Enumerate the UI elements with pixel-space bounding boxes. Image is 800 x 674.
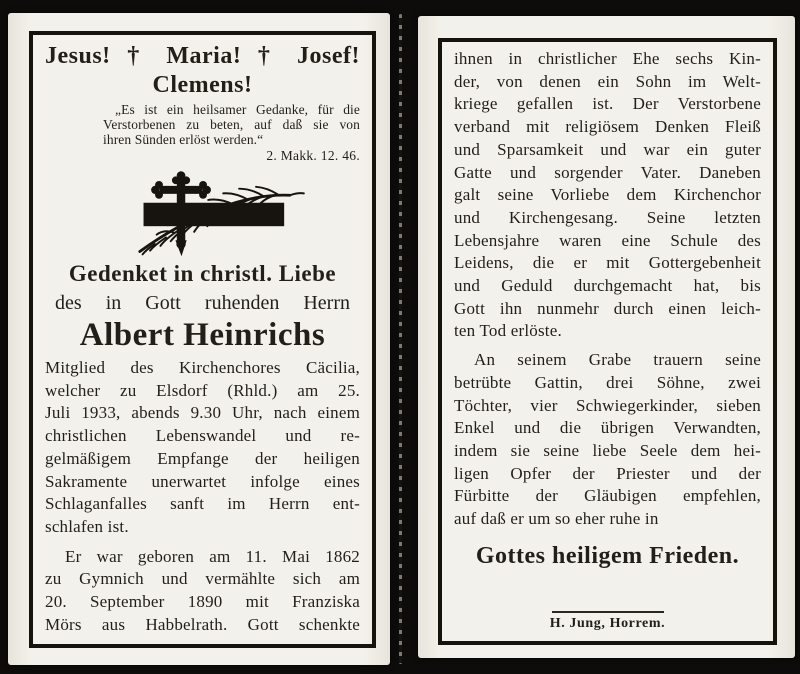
dedication-line-1: Gedenket in christl. Liebe bbox=[68, 261, 337, 286]
text-line: An seinem Grabe trauern seine bbox=[474, 350, 761, 370]
text-line: Er war geboren am 11. Mai 1862 bbox=[65, 546, 360, 566]
text-line: Mitglied des Kirchenchores Cäcilia, bbox=[45, 358, 360, 377]
invocation-line: Jesus! † Maria! † Josef! bbox=[45, 43, 360, 69]
text-line: der, von denen ein Sohn im Welt- bbox=[454, 71, 761, 91]
text-line: Schlaganfalles sanft im Herrn ent- bbox=[45, 494, 360, 514]
printer-name: H. Jung, Horrem. bbox=[549, 616, 666, 631]
right-paragraph-2 bbox=[454, 349, 761, 531]
invocation-line-2: Clemens! bbox=[152, 72, 253, 98]
text-line: Verstorbenen zu beten, auf daß sie von bbox=[103, 117, 360, 132]
text-line: 20. September 1890 mit Franziska bbox=[45, 592, 360, 612]
text-line: betrübte Gattin, drei Söhne, zwei bbox=[454, 372, 761, 392]
text-line: gelmäßigem Empfange der heiligen bbox=[45, 448, 360, 468]
text-line: christlichen Lebenswandel und re- bbox=[45, 426, 360, 446]
left-paragraph-2 bbox=[45, 546, 360, 637]
text-line: „Es ist ein heilsamer Gedanke, für die bbox=[115, 102, 360, 117]
text-line: Enkel und die übrigen Verwandten, bbox=[454, 418, 761, 438]
printer-credit bbox=[442, 611, 773, 632]
text-line: ligen Opfer der Priester und der bbox=[454, 463, 761, 483]
text-line: ten Tod erlöste. bbox=[454, 321, 562, 341]
text-line: Gott ihn nunmehr durch einen leich- bbox=[454, 298, 761, 318]
scripture-quote bbox=[103, 102, 360, 164]
right-page bbox=[418, 16, 795, 658]
closing-line: Gottes heiligem Frieden. bbox=[475, 542, 740, 569]
dedication-line-2: des in Gott ruhenden Herrn bbox=[55, 292, 350, 314]
text-line: Leidens, die er mit Gottergebenheit bbox=[454, 253, 761, 273]
text-line: und Geduld durchgemacht hat, bis bbox=[454, 276, 761, 296]
text-line: schlafen ist. bbox=[45, 516, 129, 536]
text-line: verband mit religiösem Denken Fleiß bbox=[454, 117, 761, 137]
cross-and-palm-icon bbox=[131, 169, 307, 259]
text-line: und Kirchengesang. Seine letzten bbox=[454, 207, 761, 227]
text-line: indem sie seine liebe Seele dem hei- bbox=[454, 440, 761, 460]
text-line: welcher zu Elsdorf (Rhld.) am 25. bbox=[45, 380, 360, 400]
text-line: Gatte und sorgender Vater. Daneben bbox=[454, 162, 761, 182]
text-line: Lebensjahre waren eine Schule des bbox=[454, 230, 761, 250]
text-line: Juli 1933, abends 9.30 Uhr, nach einem bbox=[45, 403, 360, 423]
text-line: ihnen in christlicher Ehe sechs Kin- bbox=[454, 49, 761, 68]
scripture-citation: 2. Makk. 12. 46. bbox=[266, 148, 360, 163]
left-page bbox=[8, 13, 390, 665]
text-line: Sakramente unerwartet infolge eines bbox=[45, 471, 360, 491]
right-page-frame bbox=[438, 38, 777, 645]
left-paragraph-1 bbox=[45, 357, 360, 539]
page-fold-crease bbox=[399, 14, 402, 664]
text-line: Mörs aus Habbelrath. Gott schenkte bbox=[45, 614, 360, 634]
text-line: Töchter, vier Schwiegerkinder, sieben bbox=[454, 395, 761, 415]
text-line: Fürbitte der Gläubigen empfehlen, bbox=[454, 486, 761, 506]
text-line: kriege gefallen ist. Der Verstorbene bbox=[454, 94, 761, 114]
text-line: zu Gymnich und vermählte sich am bbox=[45, 569, 360, 589]
text-line: auf daß er um so eher ruhe in bbox=[454, 509, 659, 529]
deceased-name: Albert Heinrichs bbox=[79, 317, 326, 353]
left-page-frame bbox=[29, 31, 376, 648]
right-paragraph-1 bbox=[454, 48, 761, 343]
printer-rule bbox=[552, 611, 664, 613]
text-line: ihren Sünden erlöst werden.“ bbox=[103, 132, 264, 147]
text-line: und Sparsamkeit und war ein guter bbox=[454, 139, 761, 159]
text-line: galt seine Vorliebe dem Kirchenchor bbox=[454, 185, 761, 205]
